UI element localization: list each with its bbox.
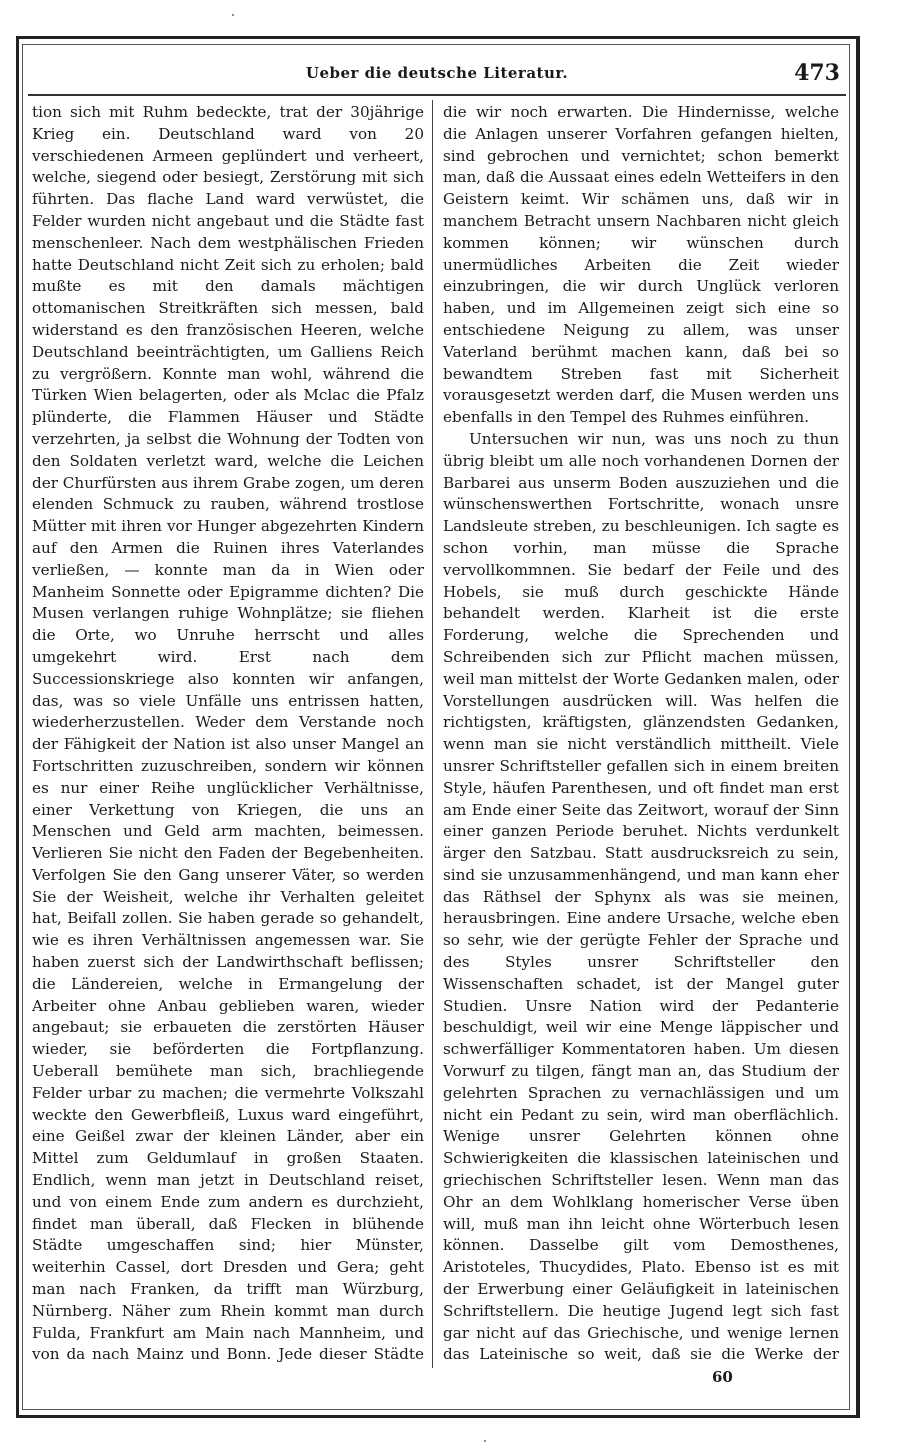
right-column-paragraph-2: Untersuchen wir nun, was uns noch zu thun übrig bleibt um alle noch vorhandenen Dornen der Barbarei aus unserm Boden auszuziehen und die wünschenswerthen Fortschritte, wonach unsre Landsleute streben, zu beschleunigen. Ich sagte es schon vorhin, man müsse die Sprache vervollkommnen. Sie bedarf der Feile und des Hobels, sie muß durch geschickte Hände behandelt werden. Klarheit ist die erste Forderung, welche die Sprechenden und Schreibenden sich zur Pflicht machen müssen, weil man mittelst der Worte Gedanken malen, oder Vorstellungen ausdrücken will. Was helfen die richtigsten, kräftigsten, glänzendsten Gedanken, wenn man sie nicht verständlich mittheilt. Viele unsrer Schriftsteller gefallen sich in einem breiten Style, häufen Parenthesen, und oft findet man erst am Ende einer Seite das Zeitwort, worauf der Sinn einer ganzen Periode beruhet. Nichts verdunkelt ärger den Satzbau. Statt ausdrucksreich zu sein, sind sie unzusammenhängend, und man kann eher das Räthsel der Sphynx als was sie meinen, herausbringen. Eine andere Ursache, welche eben so sehr, wie der gerügte Fehler der Sprache und des Styles unsrer Schriftsteller den Wissenschaften schadet, ist der Mangel guter Studien. Unsre Nation wird der Pedanterie beschuldigt, weil wir eine Menge läppischer und schwerfälliger Kommentatoren haben. Um diesen Vorwurf zu tilgen, fängt man an, das Studium der gelehrten Sprachen zu vernachlässigen und um nicht ein Pedant zu sein, wird man oberflächlich. Wenige unsrer Gelehrten können ohne Schwierigkeiten die klassischen lateinischen und griechischen Schriftsteller lesen. Wenn man das Ohr an dem Wohlklang homerischer Verse üben will, muß man ihn leicht ohne Wörterbuch lesen können. Dasselbe gilt vom Demosthenes, Aristoteles, Thucydides, Plato. Ebenso ist es mit der Erwerbung einer Geläufigkeit in lateinischen Schriftstellern. Die heutige Jugend legt sich fast gar nicht auf das Griechische, und wenige lernen das Lateinische so weit, daß sie die Werke der bbox=[443, 429, 839, 1364]
right-column bbox=[443, 102, 839, 1364]
right-column-paragraph-1: die wir noch erwarten. Die Hindernisse, welche die Anlagen unserer Vorfahren gefangen hielten, sind gebrochen und vernichtet; schon bemerkt man, daß die Aussaat eines edeln Wetteifers in den Geistern keimt. Wir schämen uns, daß wir in manchem Betracht unsern Nachbaren nicht gleich kommen können; wir wünschen durch unermüdliches Arbeiten die Zeit wieder einzubringen, die wir durch Unglück verloren haben, und im Allgemeinen zeigt sich eine so entschiedene Neigung zu allem, was unser Vaterland berühmt machen kann, daß bei so bewandtem Streben fast mit Sicherheit vorausgesetzt werden darf, die Musen werden uns ebenfalls in den Tempel des Ruhmes einführen. bbox=[443, 103, 839, 427]
left-column bbox=[32, 102, 424, 1364]
signature-mark: 60 bbox=[712, 1368, 733, 1386]
column-divider bbox=[432, 100, 433, 1368]
running-title: Ueber die deutsche Literatur. bbox=[305, 64, 569, 82]
page-number: 473 bbox=[794, 60, 840, 86]
header-rule bbox=[28, 94, 846, 96]
paper-speck bbox=[232, 14, 234, 16]
left-column-paragraph: tion sich mit Ruhm bedeckte, trat der 30jährige Krieg ein. Deutschland ward von 20 verschiedenen Armeen geplündert und verheert, welche, siegend oder besiegt, Zerstörung mit sich führten. Das flache Land ward verwüstet, die Felder wurden nicht angebaut und die Städte fast menschenleer. Nach dem westphälischen Frieden hatte Deutschland nicht Zeit sich zu erholen; bald mußte es mit den damals mächtigen ottomanischen Streitkräften sich messen, bald widerstand es den französischen Heeren, welche Deutschland beeinträchtigten, um Galliens Reich zu vergrößern. Konnte man wohl, während die Türken Wien belagerten, oder als Mclac die Pfalz plünderte, die Flammen Häuser und Städte verzehrten, ja selbst die Wohnung der Todten von den Soldaten verletzt ward, welche die Leichen der Churfürsten aus ihrem Grabe zogen, um deren elenden Schmuck zu rauben, während trostlose Mütter mit ihren vor Hunger abgezehrten Kindern auf den Armen die Ruinen ihres Vaterlandes verließen, — konnte man da in Wien oder Manheim Sonnette oder Epigramme dichten? Die Musen verlangen ruhige Wohnplätze; sie fliehen die Orte, wo Unruhe herrscht und alles umgekehrt wird. Erst nach dem Successionskriege also konnten wir anfangen, das, was so viele Unfälle uns entrissen hatten, wiederherzustellen. Weder dem Verstande noch der Fähigkeit der Nation ist also unser Mangel an Fortschritten zuzuschreiben, sondern wir können es nur einer Reihe unglücklicher Verhältnisse, einer Verkettung von Kriegen, die uns an Menschen und Geld arm machten, beimessen. Verlieren Sie nicht den Faden der Begebenheiten. Verfolgen Sie den Gang unserer Väter, so werden Sie der Weisheit, welche ihr Verhalten geleitet hat, Beifall zollen. Sie haben gerade so gehandelt, wie es ihren Verhältnissen angemessen war. Sie haben zuerst sich der Landwirthschaft beflissen; die Ländereien, welche in Ermangelung der Arbeiter ohne Anbau geblieben waren, wieder angebaut; sie erbaueten die zerstörten Häuser wieder, sie beförderten die Fortpflanzung. Ueberall bemühete man sich, brachliegende Felder urbar zu machen; die vermehrte Volkszahl weckte den Gewerbfleiß, Luxus ward eingeführt, eine Geißel zwar der kleinen Länder, aber ein Mittel zum Geldumlauf in großen Staaten. Endlich, wenn man jetzt in Deutschland reiset, und von einem Ende zum andern es durchzieht, findet man überall, daß Flecken in blühende Städte umgeschaffen sind; hier Münster, weiterhin Cassel, dort Dresden und Gera; geht man nach Franken, da trifft man Würzburg, Nürnberg. Näher zum Rhein kommt man durch Fulda, Frankfurt am Main nach Mannheim, und von da nach Mainz und Bonn. Jede dieser Städte bbox=[32, 103, 424, 1364]
page-header bbox=[28, 60, 846, 90]
paper-speck bbox=[484, 1440, 486, 1442]
